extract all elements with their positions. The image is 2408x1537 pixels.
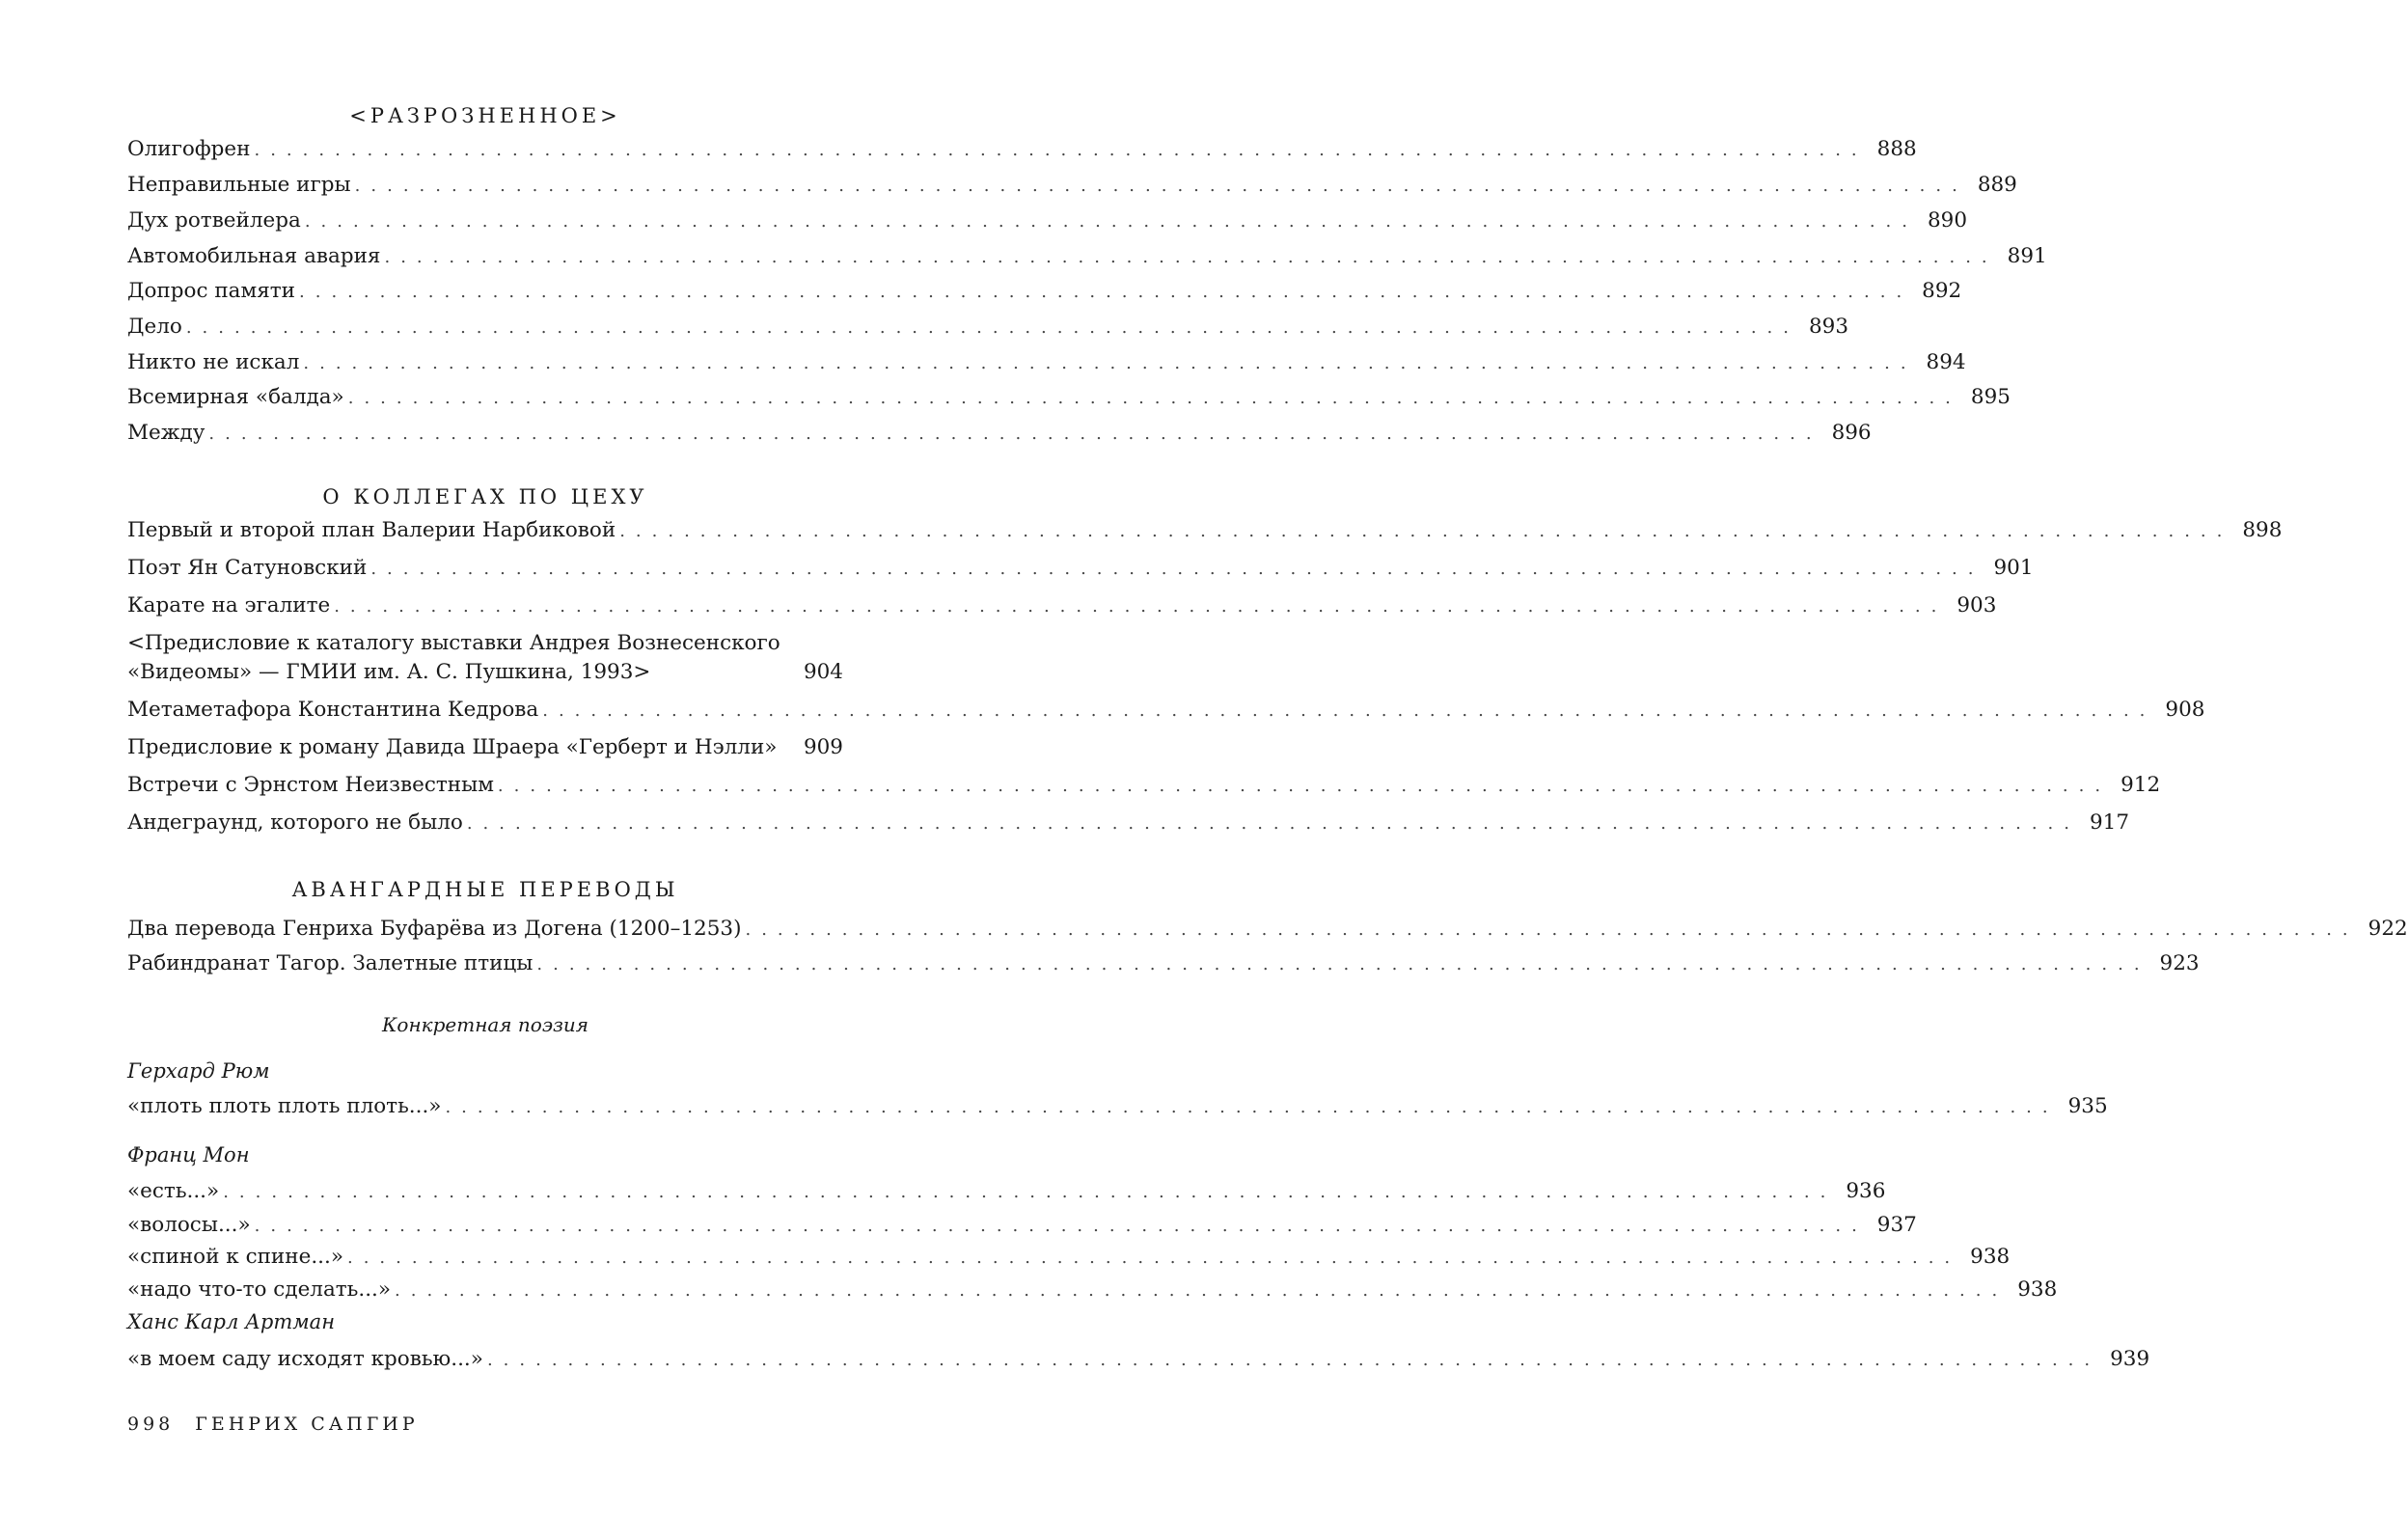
toc-entry-page: 894 xyxy=(1926,350,1966,374)
toc-entry-title: «надо что-то сделать...» xyxy=(127,1277,392,1302)
toc-entry-page: 909 xyxy=(803,735,843,759)
toc-entry-title: Первый и второй план Валерии Нарбиковой xyxy=(127,518,616,542)
toc-entry-title: Допрос памяти xyxy=(127,279,295,303)
toc-entry-title: Два перевода Генриха Буфарёва из Догена (1200–1253) xyxy=(127,917,742,941)
toc-entry[interactable] xyxy=(127,348,1966,377)
toc-entry-page: 898 xyxy=(2242,518,2283,542)
author-name: Герхард Рюм xyxy=(127,1059,270,1083)
toc-entry-page: 912 xyxy=(2121,773,2161,797)
toc-entry-title: Между xyxy=(127,421,205,445)
section-heading: О КОЛЛЕГАХ ПО ЦЕХУ xyxy=(322,485,648,508)
toc-entry-title: Дело xyxy=(127,315,182,339)
toc-entry[interactable] xyxy=(127,383,2011,412)
toc-entry[interactable] xyxy=(127,206,1968,235)
toc-entry-page: 939 xyxy=(2110,1347,2150,1371)
toc-entry-page: 891 xyxy=(2007,244,2047,268)
toc-entry-page: 917 xyxy=(2090,810,2130,835)
toc-entry-title: Олигофрен xyxy=(127,137,251,161)
toc-entry-title: «плоть плоть плоть плоть...» xyxy=(127,1094,442,1118)
toc-entry-title: Неправильные игры xyxy=(127,173,351,197)
toc-entry[interactable] xyxy=(127,949,2200,978)
page-footer xyxy=(127,1415,419,1434)
footer-page-number: 998 xyxy=(127,1413,175,1435)
leader-dots: .................................................................................................... xyxy=(354,176,1968,196)
toc-entry-title: «спиной к спине...» xyxy=(127,1245,343,1269)
leader-dots: .................................................................................................... xyxy=(466,813,2080,834)
toc-entry-title: Никто не искал xyxy=(127,350,300,374)
leader-dots: .................................................................................................... xyxy=(536,954,2150,974)
toc-entry-page: 937 xyxy=(1876,1213,1917,1237)
toc-entry-title: Рабиндранат Тагор. Залетные птицы xyxy=(127,951,534,975)
toc-entry[interactable] xyxy=(127,809,2130,837)
toc-entry[interactable] xyxy=(127,591,1997,620)
leader-dots: .................................................................................................... xyxy=(347,388,1961,408)
toc-entry-page: 938 xyxy=(1970,1245,2011,1269)
toc-entry-page: 908 xyxy=(2165,698,2205,722)
leader-dots: .................................................................................................... xyxy=(208,424,1822,444)
leader-dots: .................................................................................................... xyxy=(223,1182,1837,1202)
toc-entry-title-line2: «Видеомы» — ГМИИ им. А. С. Пушкина, 1993> xyxy=(127,660,651,684)
toc-entry[interactable] xyxy=(127,242,2047,271)
toc-entry-page: 890 xyxy=(1927,208,1968,233)
toc-entry[interactable] xyxy=(127,516,2283,545)
toc-entry-page: 903 xyxy=(1956,593,1997,618)
footer-running-head: ГЕНРИХ САПГИР xyxy=(195,1413,419,1435)
leader-dots: .................................................................................................... xyxy=(185,317,1799,338)
toc-entry[interactable] xyxy=(127,915,2408,944)
toc-entry-page: 895 xyxy=(1970,385,2011,409)
leader-dots: .................................................................................................... xyxy=(542,700,2156,721)
toc-entry[interactable] xyxy=(127,171,2017,200)
toc-entry[interactable] xyxy=(127,277,1962,306)
toc-entry-title: Карате на эгалите xyxy=(127,593,331,618)
toc-entry-title: Метаметафора Константина Кедрова xyxy=(127,698,539,722)
leader-dots: .................................................................................................... xyxy=(303,353,1917,373)
toc-entry[interactable] xyxy=(127,1276,2058,1304)
toc-entry-title: «в моем саду исходят кровью...» xyxy=(127,1347,483,1371)
toc-entry[interactable] xyxy=(127,135,1917,164)
leader-dots: .................................................................................................... xyxy=(346,1248,1961,1268)
leader-dots: .................................................................................................... xyxy=(619,521,2233,541)
author-name: Франц Мон xyxy=(127,1143,250,1166)
toc-entry[interactable] xyxy=(127,1243,2011,1272)
author-name: Ханс Карл Артман xyxy=(127,1310,336,1333)
toc-entry[interactable] xyxy=(127,696,2205,725)
subsection-heading: Конкретная поэзия xyxy=(381,1013,589,1036)
section-heading: <РАЗРОЗНЕННОЕ> xyxy=(349,104,621,127)
toc-entry-title: Поэт Ян Сатуновский xyxy=(127,556,368,580)
toc-entry[interactable] xyxy=(127,1092,2108,1121)
toc-entry-page: 922 xyxy=(2367,917,2408,941)
section-heading: АВАНГАРДНЫЕ ПЕРЕВОДЫ xyxy=(291,878,679,901)
toc-entry-page: 935 xyxy=(2067,1094,2108,1118)
leader-dots: .................................................................................................... xyxy=(445,1097,2059,1117)
toc-entry-title: «есть...» xyxy=(127,1179,220,1203)
toc-entry-title-line1: <Предисловие к каталогу выставки Андрея Вознесенского xyxy=(127,631,780,655)
toc-entry-page: 901 xyxy=(1993,556,2034,580)
toc-entry[interactable] xyxy=(127,1345,2150,1374)
toc-entry-title: Андеграунд, которого не было xyxy=(127,810,463,835)
leader-dots: .................................................................................................... xyxy=(304,211,1918,232)
toc-entry-multiline[interactable] xyxy=(127,629,843,687)
leader-dots: .................................................................................................... xyxy=(384,247,1998,267)
leader-dots: .................................................................................................... xyxy=(334,596,1948,617)
leader-dots: .................................................................................................... xyxy=(497,776,2112,796)
toc-entry-page: 892 xyxy=(1922,279,1962,303)
toc-entry-title: Встречи с Эрнстом Неизвестным xyxy=(127,773,494,797)
toc-entry[interactable] xyxy=(127,1211,1917,1240)
toc-entry[interactable] xyxy=(127,1177,1886,1206)
toc-entry[interactable] xyxy=(127,733,843,762)
toc-entry-page: 896 xyxy=(1831,421,1872,445)
toc-entry-page: 888 xyxy=(1876,137,1917,161)
toc-entry[interactable] xyxy=(127,554,2034,583)
toc-entry-page: 923 xyxy=(2159,951,2200,975)
toc-entry[interactable] xyxy=(127,771,2161,800)
toc-entry-title: Предисловие к роману Давида Шраера «Герберт и Нэлли» xyxy=(127,735,778,759)
toc-entry[interactable] xyxy=(127,419,1872,448)
leader-dots: .................................................................................................... xyxy=(299,282,1913,302)
toc-entry-title: «волосы...» xyxy=(127,1213,251,1237)
toc-entry-title: Всемирная «балда» xyxy=(127,385,344,409)
leader-dots: .................................................................................................... xyxy=(254,140,1868,160)
toc-entry-page: 936 xyxy=(1846,1179,1886,1203)
leader-dots: .................................................................................................... xyxy=(395,1280,2009,1301)
toc-entry-page: 904 xyxy=(803,660,843,684)
toc-entry[interactable] xyxy=(127,313,1849,342)
toc-entry-title: Автомобильная авария xyxy=(127,244,381,268)
leader-dots: .................................................................................................... xyxy=(745,919,2359,940)
toc-entry-page: 938 xyxy=(2017,1277,2058,1302)
toc-entry-page: 889 xyxy=(1977,173,2017,197)
leader-dots: .................................................................................................... xyxy=(486,1350,2101,1370)
leader-dots: .................................................................................................... xyxy=(254,1216,1868,1236)
toc-entry-title: Дух ротвейлера xyxy=(127,208,301,233)
leader-dots: .................................................................................................... xyxy=(370,559,1984,579)
toc-entry-page: 893 xyxy=(1808,315,1849,339)
